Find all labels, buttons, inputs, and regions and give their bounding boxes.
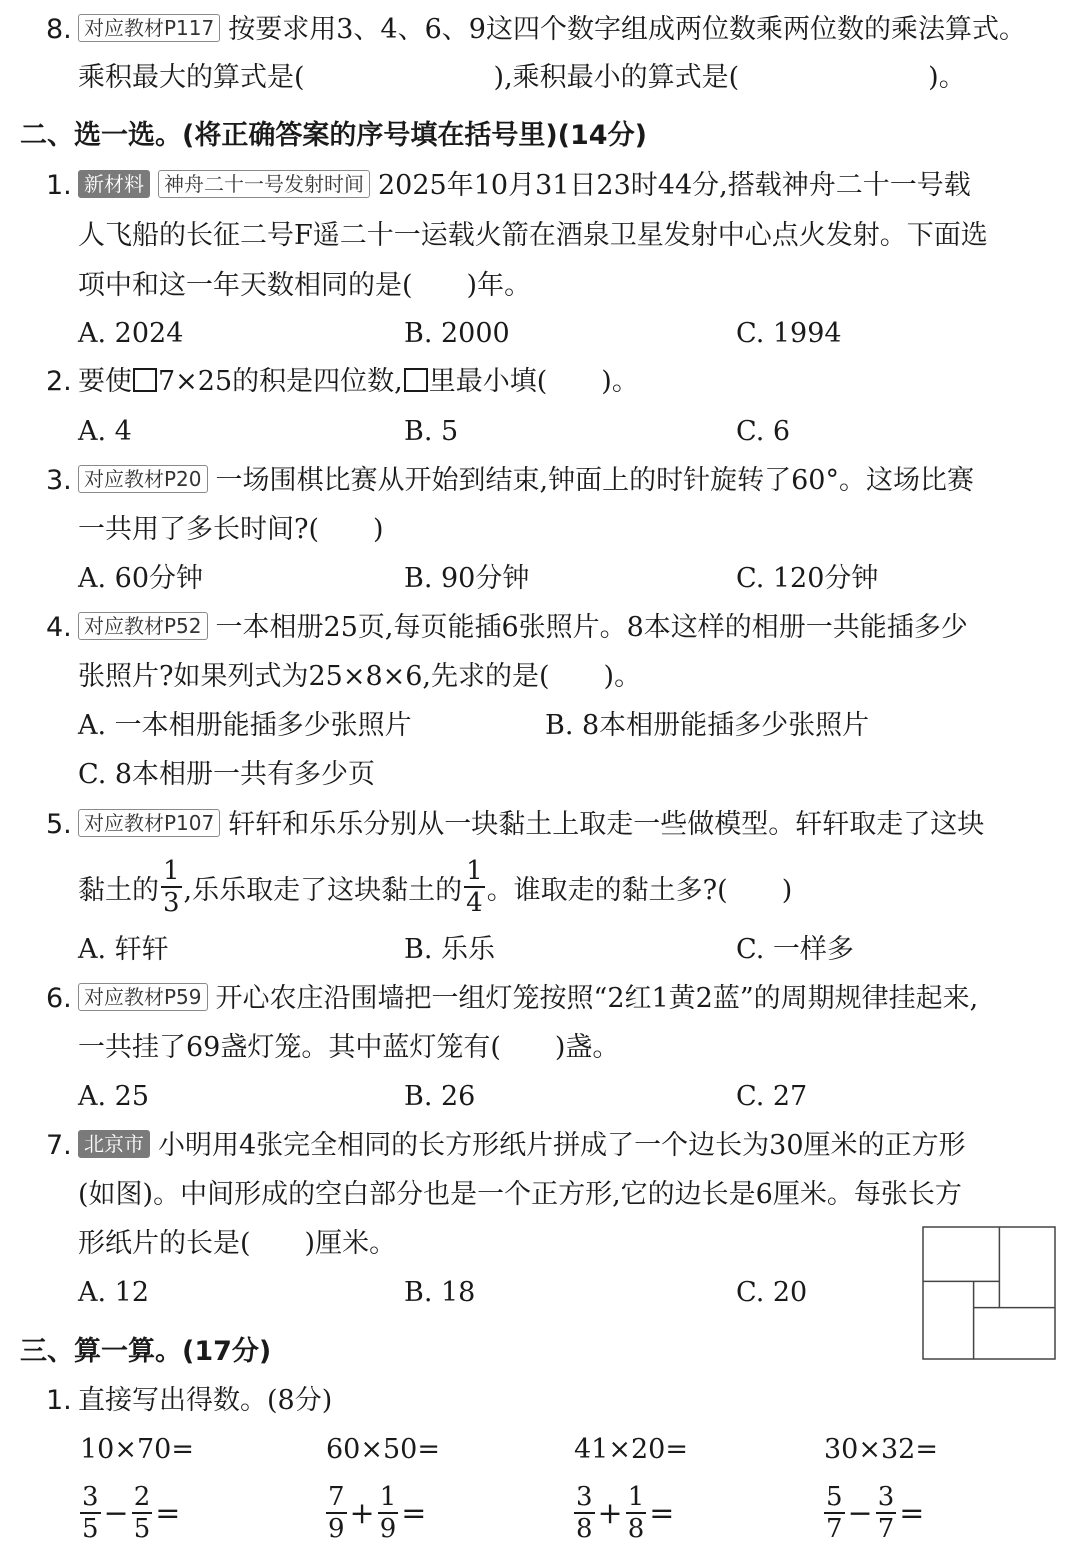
question-2-line-1 <box>78 362 639 402</box>
equals-sign: = <box>649 1495 675 1531</box>
fraction <box>876 1484 897 1542</box>
question-6-line-1 <box>78 979 978 1019</box>
fraction <box>132 1484 153 1542</box>
question-text: 一本相册25页,每页能插6张照片。8本这样的相册一共能插多少 <box>215 612 968 643</box>
denominator: 8 <box>627 1514 645 1544</box>
question-number: 2. <box>46 366 72 397</box>
question-text: 。谁取走的黏土多?( ) <box>486 874 793 906</box>
textbook-reference-tag: 对应教材P52 <box>78 612 208 640</box>
option-b: B. 90分钟 <box>404 563 530 594</box>
numerator: 1 <box>379 1482 397 1512</box>
question-text: ,乐乐取走了这块黏土的 <box>183 874 463 906</box>
fraction <box>161 858 182 916</box>
question-8-line-2: 乘积最大的算式是( ),乘积最小的算式是( )。 <box>78 62 966 93</box>
operator: − <box>847 1495 873 1531</box>
question-number: 4. <box>46 612 72 643</box>
equals-sign: = <box>155 1495 181 1531</box>
fraction <box>464 858 485 916</box>
question-8-line-1 <box>78 10 1026 50</box>
question-number: 1. <box>46 1385 72 1416</box>
denominator: 9 <box>379 1514 397 1544</box>
textbook-reference-tag: 对应教材P107 <box>78 809 220 837</box>
calc-item: 10×70= <box>80 1434 194 1465</box>
option-c: C. 1994 <box>736 318 842 349</box>
numerator: 5 <box>826 1482 843 1512</box>
question-number: 8. <box>46 14 72 45</box>
option-c: C. 120分钟 <box>736 563 879 594</box>
calc-item: 41×20= <box>574 1434 688 1465</box>
option-b: B. 8本相册能插多少张照片 <box>545 710 870 741</box>
question-7-line-2: (如图)。中间形成的空白部分也是一个正方形,它的边长是6厘米。每张长方 <box>78 1179 962 1210</box>
option-a: A. 25 <box>78 1081 150 1112</box>
denominator: 8 <box>576 1514 593 1544</box>
option-a: A. 4 <box>78 416 132 447</box>
blank-square <box>404 368 428 392</box>
fraction-calc-item <box>572 1478 675 1548</box>
option-b: B. 18 <box>404 1277 476 1308</box>
question-text: 7×25的积是四位数, <box>158 366 403 397</box>
question-6-line-2: 一共挂了69盏灯笼。其中蓝灯笼有( )盏。 <box>78 1032 620 1063</box>
operator: − <box>103 1495 129 1531</box>
section-title: 二、选一选。(将正确答案的序号填在括号里)(14分) <box>20 120 647 151</box>
option-c: C. 6 <box>736 416 791 447</box>
numerator: 2 <box>133 1482 151 1512</box>
fraction <box>326 1484 347 1542</box>
question-1-line-3: 项中和这一年天数相同的是( )年。 <box>78 270 532 301</box>
option-b: B. 5 <box>404 416 459 447</box>
option-c: C. 一样多 <box>736 934 854 965</box>
question-text: 开心农庄沿围墙把一组灯笼按照“2红1黄2蓝”的周期规律挂起来, <box>215 983 979 1014</box>
fraction-calc-item <box>324 1478 427 1548</box>
textbook-reference-tag: 对应教材P20 <box>78 465 208 493</box>
equals-sign: = <box>899 1495 925 1531</box>
option-a: A. 2024 <box>78 318 184 349</box>
question-5-line-1 <box>78 805 984 845</box>
question-text: 小明用4张完全相同的长方形纸片拼成了一个边长为30厘米的正方形 <box>158 1130 966 1161</box>
fraction-calc-item <box>78 1478 181 1548</box>
option-c: C. 20 <box>736 1277 808 1308</box>
question-4-line-2: 张照片?如果列式为25×8×6,先求的是( )。 <box>78 661 642 692</box>
fraction <box>626 1484 647 1542</box>
question-text: 直接写出得数。(8分) <box>78 1385 333 1416</box>
calc-item: 60×50= <box>326 1434 440 1465</box>
fraction <box>824 1484 845 1542</box>
topic-tag: 神舟二十一号发射时间 <box>158 170 370 198</box>
denominator: 5 <box>82 1514 99 1544</box>
operator: + <box>597 1495 623 1531</box>
blank-square <box>133 368 157 392</box>
question-7-line-3: 形纸片的长是( )厘米。 <box>78 1228 397 1259</box>
region-tag: 北京市 <box>78 1130 150 1158</box>
option-c: C. 8本相册一共有多少页 <box>78 759 376 790</box>
question-1-line-2: 人飞船的长征二号F遥二十一运载火箭在酒泉卫星发射中心点火发射。下面选 <box>78 220 988 251</box>
fraction <box>80 1484 101 1542</box>
option-a: A. 12 <box>78 1277 150 1308</box>
question-text: 要使 <box>78 366 132 397</box>
question-text: 轩轩和乐乐分别从一块黏土上取走一些做模型。轩轩取走了这块 <box>228 809 985 840</box>
denominator: 7 <box>826 1514 843 1544</box>
numerator: 3 <box>82 1482 99 1512</box>
question-number: 7. <box>46 1130 72 1161</box>
question-number: 3. <box>46 465 72 496</box>
numerator: 7 <box>328 1482 345 1512</box>
outer-square <box>923 1227 1055 1359</box>
question-text: 一场围棋比赛从开始到结束,钟面上的时针旋转了60°。这场比赛 <box>215 465 974 496</box>
new-material-tag: 新材料 <box>78 170 150 198</box>
question-number: 6. <box>46 983 72 1014</box>
option-a: A. 轩轩 <box>78 934 169 965</box>
question-text: 黏土的 <box>78 874 159 906</box>
question-1-line-1 <box>78 166 971 206</box>
question-7-line-1 <box>78 1126 966 1166</box>
textbook-reference-tag: 对应教材P117 <box>78 14 220 42</box>
numerator: 3 <box>576 1482 593 1512</box>
question-5-line-2 <box>78 852 792 922</box>
numerator: 3 <box>877 1482 895 1512</box>
option-b: B. 2000 <box>404 318 510 349</box>
denominator: 7 <box>877 1514 895 1544</box>
question-3-line-2: 一共用了多长时间?( ) <box>78 514 384 545</box>
fraction <box>378 1484 399 1542</box>
denominator: 3 <box>163 888 180 918</box>
question-number: 1. <box>46 170 72 201</box>
fraction <box>574 1484 595 1542</box>
denominator: 9 <box>328 1514 345 1544</box>
denominator: 5 <box>133 1514 151 1544</box>
operator: + <box>349 1495 375 1531</box>
calc-item: 30×32= <box>824 1434 938 1465</box>
option-b: B. 26 <box>404 1081 476 1112</box>
option-a: A. 一本相册能插多少张照片 <box>78 710 412 741</box>
option-c: C. 27 <box>736 1081 808 1112</box>
numerator: 1 <box>466 856 483 886</box>
question-text: 按要求用3、4、6、9这四个数字组成两位数乘两位数的乘法算式。 <box>228 14 1026 45</box>
denominator: 4 <box>466 888 483 918</box>
question-3-line-1 <box>78 461 974 501</box>
textbook-reference-tag: 对应教材P59 <box>78 983 208 1011</box>
question-number: 5. <box>46 809 72 840</box>
section-title: 三、算一算。(17分) <box>20 1336 272 1367</box>
option-b: B. 乐乐 <box>404 934 496 965</box>
fraction-calc-item <box>822 1478 925 1548</box>
option-a: A. 60分钟 <box>78 563 204 594</box>
question-text: 2025年10月31日23时44分,搭载神舟二十一号载 <box>378 170 971 201</box>
question-4-line-1 <box>78 608 968 648</box>
numerator: 1 <box>163 856 180 886</box>
square-puzzle-figure <box>922 1226 1056 1360</box>
numerator: 1 <box>627 1482 645 1512</box>
equals-sign: = <box>401 1495 427 1531</box>
question-text: 里最小填( )。 <box>428 366 639 397</box>
